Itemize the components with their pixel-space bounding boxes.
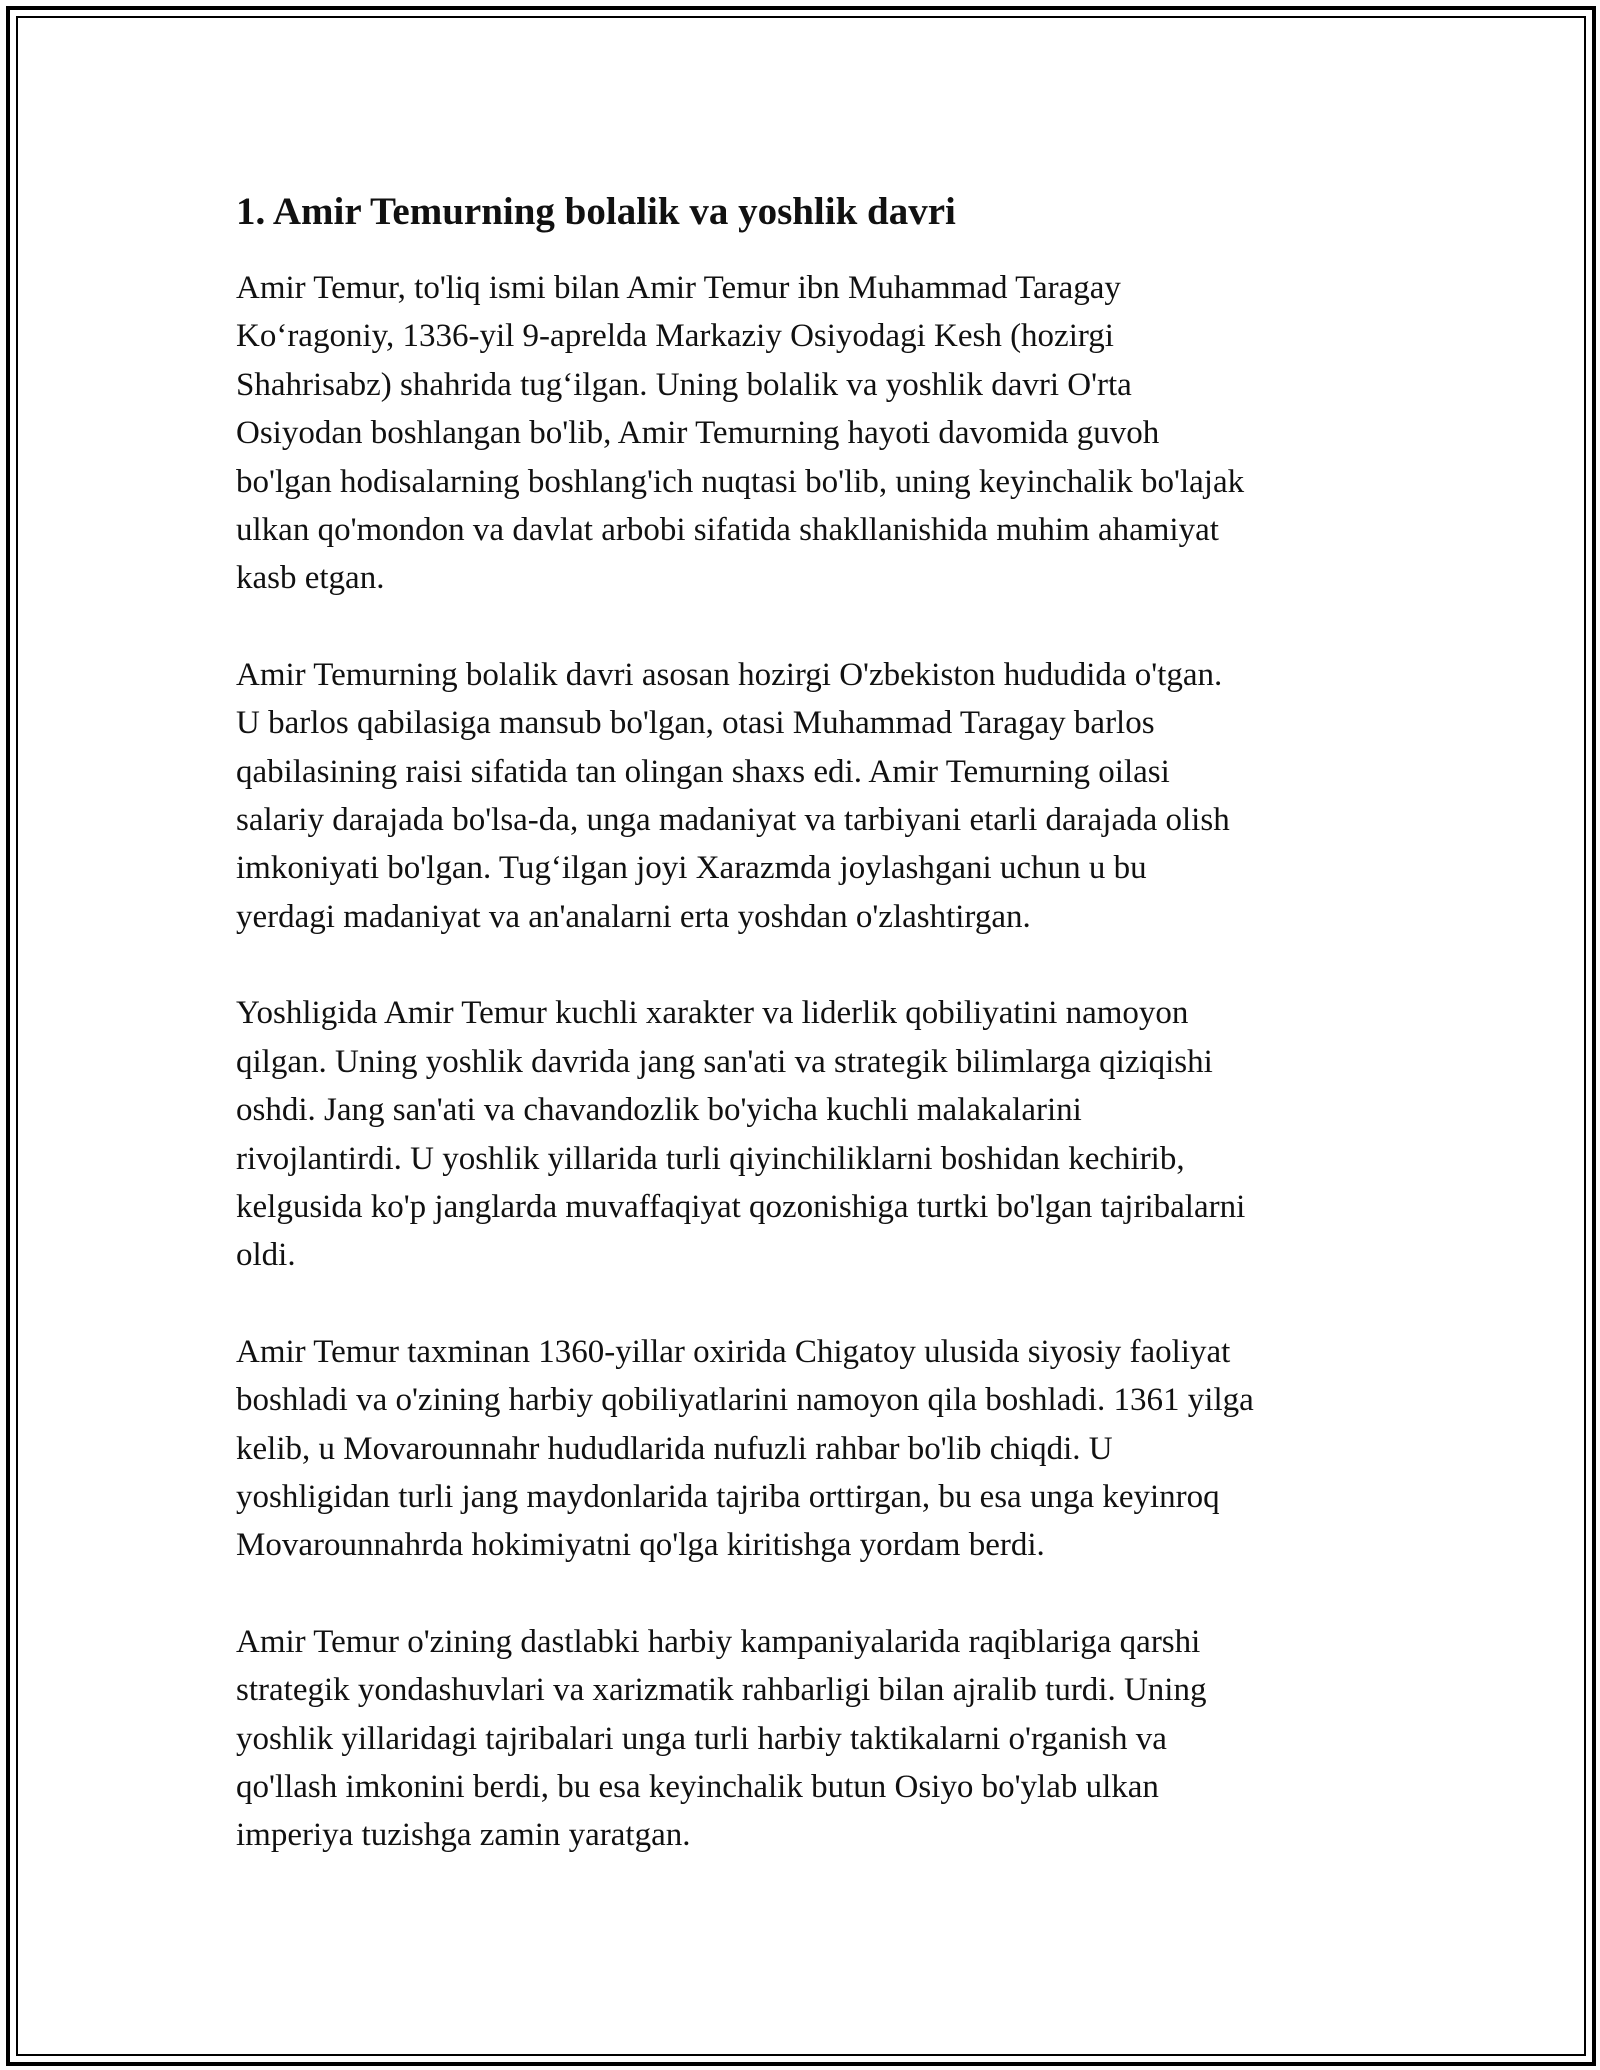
paragraph-3: Yoshligida Amir Temur kuchli xarakter va liderlik qobiliyatini namoyon qilgan. Uning yoshlik davrida jang san'ati va strategik bilimlarga qiziqishi oshdi. Jang san'ati va chavandozlik bo'yicha kuchli malakalarini rivojlantirdi. U yoshlik yillarida turli qiyinchiliklarni boshidan kechirib, kelgusida ko'p janglarda muvaffaqiyat qozonishiga turtki bo'lgan tajribalarni oldi. — [236, 995, 1246, 1274]
document-body — [236, 186, 1386, 1908]
section-heading: 1. Amir Temurning bolalik va yoshlik davri — [236, 190, 956, 233]
paragraph-2: Amir Temurning bolalik davri asosan hozirgi O'zbekiston hududida o'tgan. U barlos qabilasiga mansub bo'lgan, otasi Muhammad Taragay barlos qabilasining raisi sifatida tan olingan shaxs edi. Amir Temurning oilasi salariy darajada bo'lsa-da, unga madaniyat va tarbiyani etarli darajada olish imkoniyati bo'lgan. Tug‘ilgan joyi Xarazmda joylashgani uchun u bu yerdagi madaniyat va an'analarni erta yoshdan o'zlashtirgan. — [236, 656, 1230, 935]
paragraph-4: Amir Temur taxminan 1360-yillar oxirida Chigatoy ulusida siyosiy faoliyat boshladi va o'zining harbiy qobiliyatlarini namoyon qila boshladi. 1361 yilga kelib, u Movarounnahr hududlarida nufuzli rahbar bo'lib chiqdi. U yoshligidan turli jang maydonlarida tajriba orttirgan, bu esa unga keyinroq Movarounnahrda hokimiyatni qo'lga kiritishga yordam berdi. — [236, 1333, 1254, 1564]
paragraph-1: Amir Temur, to'liq ismi bilan Amir Temur ibn Muhammad Taragay Ko‘ragoniy, 1336-yil 9-aprelda Markaziy Osiyodagi Kesh (hozirgi Shahrisabz) shahrida tug‘ilgan. Uning bolalik va yoshlik davri O'rta Osiyodan boshlangan bo'lib, Amir Temurning hayoti davomida guvoh bo'lgan hodisalarning boshlang'ich nuqtasi bo'lib, uning keyinchalik bo'lajak ulkan qo'mondon va davlat arbobi sifatida shakllanishida muhim ahamiyat kasb etgan. — [236, 270, 1245, 597]
paragraph-5: Amir Temur o'zining dastlabki harbiy kampaniyalarida raqiblariga qarshi strategik yondashuvlari va xarizmatik rahbarligi bilan ajralib turdi. Uning yoshlik yillaridagi tajribalari unga turli harbiy taktikalarni o'rganish va qo'llash imkonini berdi, bu esa keyinchalik butun Osiyo bo'ylab ulkan imperiya tuzishga zamin yaratgan. — [236, 1623, 1207, 1854]
